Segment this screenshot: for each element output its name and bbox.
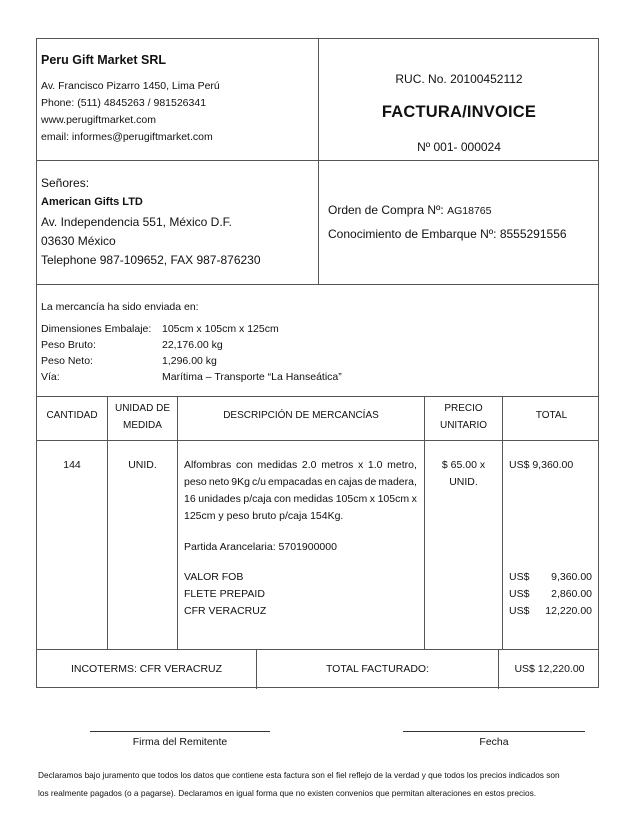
seller-email: email: informes@perugiftmarket.com — [41, 131, 213, 143]
summary-currency-cfr: US$ — [509, 605, 530, 617]
bill-of-lading-label: Conocimiento de Embarque Nº: — [328, 227, 497, 241]
shipment-intro: La mercancía ha sido enviada en: — [41, 301, 199, 313]
header-unit-line-1: UNIDAD DE — [114, 403, 170, 414]
row-quantity: 144 — [63, 459, 81, 471]
shipment-dimensions-label: Dimensiones Embalaje: — [41, 323, 152, 335]
header-unit-line-2: MEDIDA — [123, 420, 162, 431]
invoice-frame — [36, 38, 599, 688]
desc-line: Alfombras con medidas 2.0 metros x 1.0 metro, — [184, 459, 417, 471]
buyer-name: American Gifts LTD — [41, 196, 143, 208]
desc-line-last: 125cm y peso bruto p/caja 154Kg. — [184, 510, 344, 522]
shipment-gross-weight-value: 22,176.00 kg — [162, 339, 223, 351]
summary-currency-fob: US$ — [509, 571, 530, 583]
seller-web: www.perugiftmarket.com — [41, 114, 156, 126]
summary-amount-fob: 9,360.00 — [551, 571, 592, 583]
shipment-gross-weight-label: Peso Bruto: — [41, 339, 96, 351]
summary-label-fob: VALOR FOB — [184, 571, 244, 583]
purchase-order — [328, 203, 491, 217]
divider-footer — [37, 649, 598, 650]
purchase-order-label: Orden de Compra Nº: — [328, 203, 444, 217]
divider-table-header-top — [37, 396, 598, 397]
header-price-line-1: PRECIO — [444, 403, 483, 414]
row-unit-price-line-2: UNID. — [449, 476, 478, 488]
total-invoiced-label: TOTAL FACTURADO: — [325, 663, 430, 675]
desc-line: 16 unidades p/caja con medidas 105cm x 105cm x — [184, 493, 417, 505]
header-total: TOTAL — [535, 410, 568, 421]
sender-signature-line — [90, 731, 270, 732]
row-description — [184, 459, 417, 527]
col-divider-4 — [502, 396, 503, 649]
row-total: US$ 9,360.00 — [509, 459, 574, 471]
purchase-order-value: AG18765 — [447, 205, 492, 217]
divider-buyer-shipment — [37, 284, 598, 285]
seller-phone: Phone: (511) 4845263 / 981526341 — [41, 97, 207, 109]
incoterms: INCOTERMS: CFR VERACRUZ — [70, 663, 223, 675]
buyer-phone: Telephone 987-109652, FAX 987-876230 — [41, 253, 261, 267]
shipment-net-weight-label: Peso Neto: — [41, 355, 93, 367]
row-unit-price-line-1: $ 65.00 x — [441, 459, 486, 471]
sender-signature-label: Firma del Remitente — [132, 736, 228, 748]
header-quantity: CANTIDAD — [46, 410, 98, 421]
declaration-line-2: los realmente pagados (o a pagarse). Declaramos en igual forma que no existen convenios que permitan alteraciones en estos precios. — [38, 788, 537, 798]
summary-currency-freight: US$ — [509, 588, 530, 600]
summary-label-freight: FLETE PREPAID — [184, 588, 265, 600]
buyer-address-1: Av. Independencia 551, México D.F. — [41, 215, 233, 229]
divider-table-header-bottom — [37, 440, 598, 441]
shipment-route-value: Marítima – Transporte “La Hanseática” — [162, 371, 342, 383]
col-divider-2 — [177, 396, 178, 649]
declaration-line-1: Declaramos bajo juramento que todos los datos que contiene esta factura son el fiel reflejo de la verdad y que todos los precios indicados son — [38, 770, 560, 780]
ruc-number: RUC. No. 20100452112 — [395, 72, 523, 86]
seller-address: Av. Francisco Pizarro 1450, Lima Perú — [41, 80, 220, 92]
bill-of-lading — [328, 227, 567, 241]
col-divider-1 — [107, 396, 108, 649]
date-signature-line — [403, 731, 585, 732]
date-signature-label: Fecha — [479, 736, 509, 748]
summary-amount-freight: 2,860.00 — [551, 588, 592, 600]
buyer-address-2: 03630 México — [41, 234, 116, 248]
invoice-number: Nº 001- 000024 — [417, 140, 501, 154]
tariff-code: Partida Arancelaria: 5701900000 — [184, 541, 337, 553]
total-invoiced-value: US$ 12,220.00 — [514, 663, 585, 675]
header-price-line-2: UNITARIO — [439, 420, 488, 431]
row-unit: UNID. — [128, 459, 157, 471]
invoice-title: FACTURA/INVOICE — [381, 103, 537, 121]
summary-label-cfr: CFR VERACRUZ — [184, 605, 267, 617]
shipment-net-weight-value: 1,296.00 kg — [162, 355, 217, 367]
summary-amount-cfr: 12,220.00 — [545, 605, 592, 617]
shipment-route-label: Vía: — [41, 371, 60, 383]
col-divider-3 — [424, 396, 425, 649]
desc-line: peso neto 9Kg c/u empacadas en cajas de madera, — [184, 476, 417, 488]
shipment-dimensions-value: 105cm x 105cm x 125cm — [162, 323, 279, 335]
header-description: DESCRIPCIÓN DE MERCANCÍAS — [223, 410, 379, 421]
buyer-salutation: Señores: — [41, 176, 90, 190]
seller-name: Peru Gift Market SRL — [41, 53, 167, 67]
declaration — [38, 766, 604, 802]
bill-of-lading-value: 8555291556 — [499, 227, 567, 241]
